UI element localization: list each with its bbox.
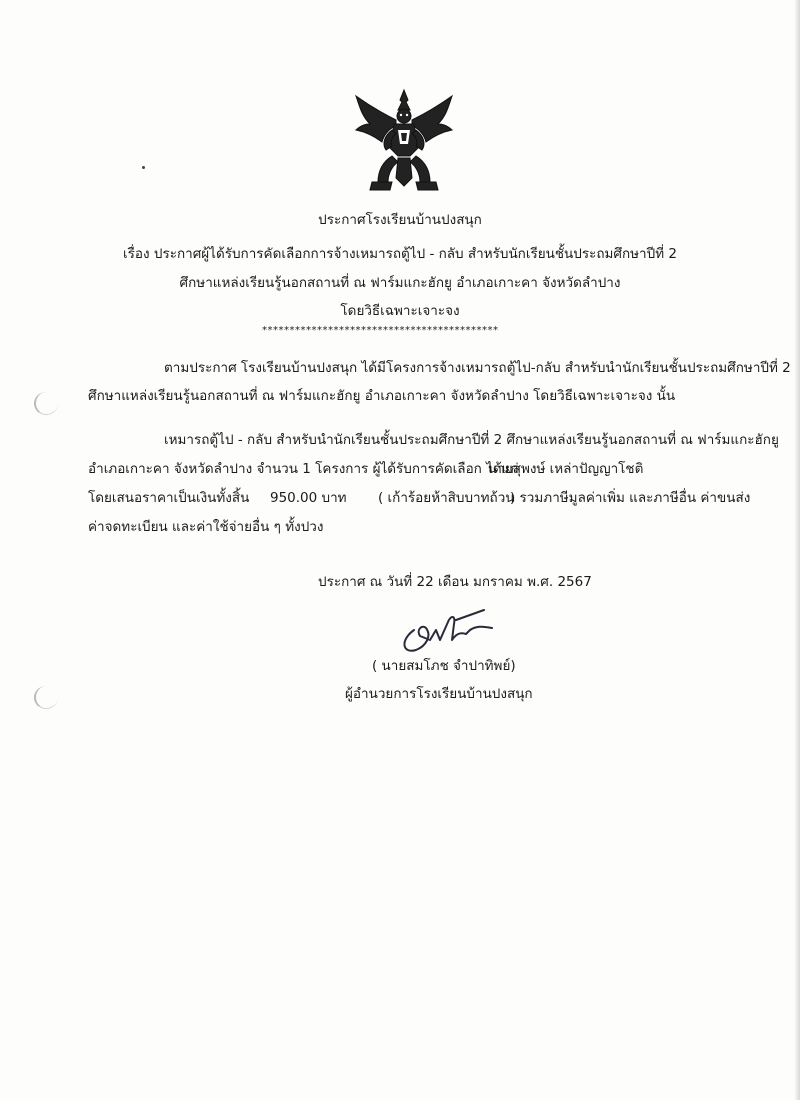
signatory-name: ( นายสมโภช จำปาทิพย์) — [372, 658, 516, 674]
price-label: โดยเสนอราคาเป็นเงินทั้งสิ้น — [88, 490, 250, 506]
separator-line: ******************************************* — [262, 325, 499, 336]
paragraph-2-line-2: อำเภอเกาะคา จังหวัดลำปาง จำนวน 1 โครงการ ผู้ได้รับการคัดเลือก ได้แก่ — [88, 461, 519, 477]
subject-line-3: โดยวิธีเฉพาะเจาะจง — [340, 303, 460, 319]
subject-line-1: เรื่อง ประกาศผู้ได้รับการคัดเลือกการจ้างเหมารถตู้ไป - กลับ สำหรับนักเรียนชั้นประถมศึกษาปีที่ 2 — [123, 246, 677, 262]
paragraph-2-line-1: เหมารถตู้ไป - กลับ สำหรับนำนักเรียนชั้นประถมศึกษาปีที่ 2 ศึกษาแหล่งเรียนรู้นอกสถานที่ ณ ฟาร์มแกะฮักยู — [164, 432, 779, 448]
winner-name: นายสุพงษ์ เหล่าปัญญาโชติ — [488, 461, 644, 477]
signature-mark — [396, 600, 516, 656]
paragraph-2-line-4: ค่าจดทะเบียน และค่าใช้จ่ายอื่น ๆ ทั้งปวง — [88, 519, 324, 535]
signatory-position: ผู้อำนวยการโรงเรียนบ้านปงสนุก — [345, 686, 533, 702]
scan-speck — [142, 166, 145, 169]
page-edge-shadow — [794, 0, 800, 1100]
price-inclusions: ) รวมภาษีมูลค่าเพิ่ม และภาษีอื่น ค่าขนส่ง — [510, 490, 751, 506]
org-title: ประกาศโรงเรียนบ้านปงสนุก — [318, 212, 482, 228]
price-in-words: ( เก้าร้อยห้าสิบบาทถ้วน — [378, 490, 515, 506]
paragraph-1-line-2: ศึกษาแหล่งเรียนรู้นอกสถานที่ ณ ฟาร์มแกะฮักยู อำเภอเกาะคา จังหวัดลำปาง โดยวิธีเฉพาะเจาะจง นั้น — [88, 388, 676, 404]
punch-hole-bottom — [34, 686, 58, 709]
punch-hole-top — [34, 392, 58, 415]
announcement-date: ประกาศ ณ วันที่ 22 เดือน มกราคม พ.ศ. 2567 — [318, 574, 592, 590]
price-amount: 950.00 บาท — [270, 490, 347, 506]
subject-line-2: ศึกษาแหล่งเรียนรู้นอกสถานที่ ณ ฟาร์มแกะฮักยู อำเภอเกาะคา จังหวัดลำปาง — [179, 275, 621, 291]
paragraph-1-line-1: ตามประกาศ โรงเรียนบ้านปงสนุก ได้มีโครงการจ้างเหมารถตู้ไป-กลับ สำหรับนำนักเรียนชั้นประถมศึกษาปีที่ 2 — [164, 360, 791, 376]
garuda-emblem-icon — [348, 86, 460, 198]
